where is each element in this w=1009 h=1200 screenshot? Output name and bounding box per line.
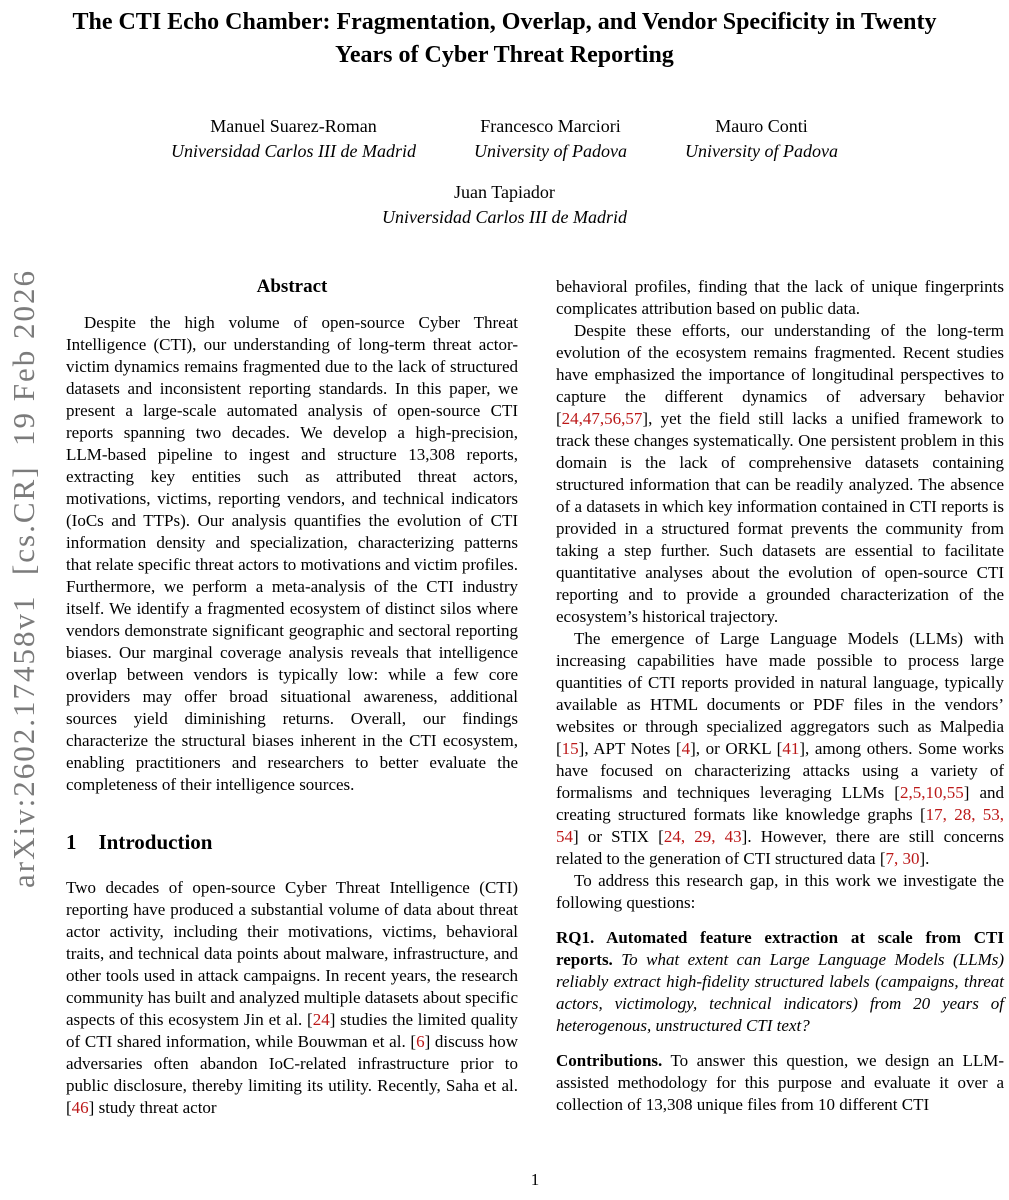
- citation-link[interactable]: 41: [782, 739, 800, 758]
- author-4: [382, 180, 627, 230]
- citation-link[interactable]: 24,47,56,57: [561, 409, 643, 428]
- paragraph-llm-emergence: The emergence of Large Language Models (LLMs) with increasing capabilities have made possible to process large quantities of CTI reports provided in natural language, typically available as HTML documents or PDF files in the vendors’ websites or through specialized aggregators such as Malpedia [15], APT Notes [4], or ORKL [41], among others. Some works have focused on characterizing attacks using a variety of formalisms and techniques leveraging LLMs [2,5,10,55] and creating structured formats like knowledge graphs [17, 28, 53, 54] or STIX [24, 29, 43]. However, there are still concerns related to the generation of CTI structured data [7, 30].: [556, 629, 1005, 868]
- author-affiliation: University of Padova: [684, 141, 838, 161]
- section-number: 1: [66, 830, 77, 854]
- right-column: [556, 276, 1004, 1119]
- citation-link[interactable]: 6: [416, 1032, 425, 1051]
- rq1-body: To what extent can Large Language Models (LLMs) reliably extract high-fidelity structured labels (campaigns, threat actors, victimology, technical indicators) from 20 years of heterogenous, unstructured CTI text?: [556, 950, 1005, 1035]
- arxiv-watermark: arXiv:2602.17458v1 [cs.CR] 19 Feb 2026: [6, 268, 41, 888]
- two-column-body: [0, 276, 1009, 1119]
- citation-link[interactable]: 17, 28, 53, 54: [556, 805, 1005, 846]
- rq1-lead: RQ1. Automated feature extraction at scale from CTI reports.: [556, 928, 1004, 969]
- paragraph-long-term-evolution: Despite these efforts, our understanding of the long-term evolution of the ecosystem remains fragmented. Recent studies have emphasized the importance of longitudinal perspectives to capture the different dynamics of adversary behavior [24,47,56,57], yet the field still lacks a unified framework to track these changes systematically. One persistent problem in this domain is the lack of comprehensive datasets containing structured information that can be readily analyzed. The absence of a datasets in which key information contained in CTI reports is provided in a structured format prevents the community from taking a step further. Such datasets are essential to facilitate quantitative analyses about the evolution of open-source CTI reporting and to provide a grounded characterization of the ecosystem’s historical trajectory.: [556, 321, 1004, 626]
- left-column: [66, 276, 518, 1119]
- contributions-lead: Contributions.: [556, 1051, 663, 1070]
- authors-row-1: [0, 114, 1009, 164]
- citation-link[interactable]: 7, 30: [885, 849, 920, 868]
- contributions-body: To answer this question, we design an LLM-assisted methodology for this purpose and evaluate it over a collection of 13,308 unique files from 10 different CTI: [556, 1051, 1004, 1114]
- author-3: [685, 114, 838, 164]
- citation-link[interactable]: 24, 29, 43: [663, 827, 742, 846]
- author-1: [171, 114, 416, 164]
- paper-title: The CTI Echo Chamber: Fragmentation, Overlap, and Vendor Specificity in Twenty Years of Cyber Threat Reporting: [72, 9, 937, 68]
- citation-link[interactable]: 46: [71, 1098, 89, 1117]
- citation-link[interactable]: 15: [561, 739, 579, 758]
- rq1-paragraph: [556, 927, 1004, 1037]
- section-title: Introduction: [98, 830, 213, 854]
- citation-link[interactable]: 4: [681, 739, 691, 758]
- author-name: Mauro Conti: [715, 116, 808, 136]
- page-number: 1: [530, 1170, 540, 1189]
- author-affiliation: University of Padova: [474, 141, 627, 161]
- citation-link[interactable]: 24: [312, 1010, 330, 1029]
- paragraph-continuation: behavioral profiles, finding that the lack of unique fingerprints complicates attribution based on public data.: [556, 277, 1004, 318]
- abstract-text: Despite the high volume of open-source Cyber Threat Intelligence (CTI), our understanding of long-term threat actor-victim dynamics remains fragmented due to the lack of structured datasets and inconsistent reporting standards. In this paper, we present a large-scale automated analysis of open-source CTI reports spanning two decades. We develop a high-precision, LLM-based pipeline to ingest and structure 13,308 reports, extracting key entities such as attributed threat actors, motivations, victims, reporting vendors, and technical indicators (IoCs and TTPs). Our analysis quantifies the evolution of CTI information density and specialization, characterizing patterns that relate specific threat actors to motivations and victim profiles. Furthermore, we perform a meta-analysis of the CTI industry itself. We identify a fragmented ecosystem of distinct silos where vendors demonstrate significant geographic and sectoral reporting biases. Our marginal coverage analysis reveals that intelligence overlap between vendors is typically low: while a few core providers may offer broad situational awareness, additional sources yield diminishing returns. Overall, our findings characterize the structural biases inherent in the CTI ecosystem, enabling practitioners and researchers to better evaluate the completeness of their intelligence sources.: [66, 313, 518, 794]
- author-affiliation: Universidad Carlos III de Madrid: [171, 141, 417, 161]
- contributions-paragraph: [556, 1050, 1004, 1116]
- author-name: Juan Tapiador: [454, 182, 555, 202]
- author-name: Manuel Suarez-Roman: [210, 116, 377, 136]
- authors-row-2: [0, 180, 1009, 230]
- intro-paragraph-1: Two decades of open-source Cyber Threat Intelligence (CTI) reporting have produced a substantial volume of data about threat actor activity, including their motivations, victims, behavioral traits, and technical data points about malware, infrastructure, and other tools used in attack campaigns. In recent years, the research community has built and analyzed multiple datasets about specific aspects of this ecosystem Jin et al. [24] studies the limited quality of CTI shared information, while Bouwman et al. [6] discuss how adversaries often abandon IoC-related infrastructure prior to public disclosure, thereby limiting its utility. Recently, Saha et al. [46] study threat actor: [66, 878, 519, 1117]
- citation-link[interactable]: 2,5,10,55: [899, 783, 964, 802]
- paragraph-research-gap: To address this research gap, in this work we investigate the following questions:: [556, 871, 1004, 912]
- section-heading-introduction: [66, 830, 518, 855]
- abstract-heading: Abstract: [256, 276, 328, 297]
- author-name: Francesco Marciori: [480, 116, 621, 136]
- author-affiliation: Universidad Carlos III de Madrid: [382, 207, 627, 227]
- author-2: [474, 114, 627, 164]
